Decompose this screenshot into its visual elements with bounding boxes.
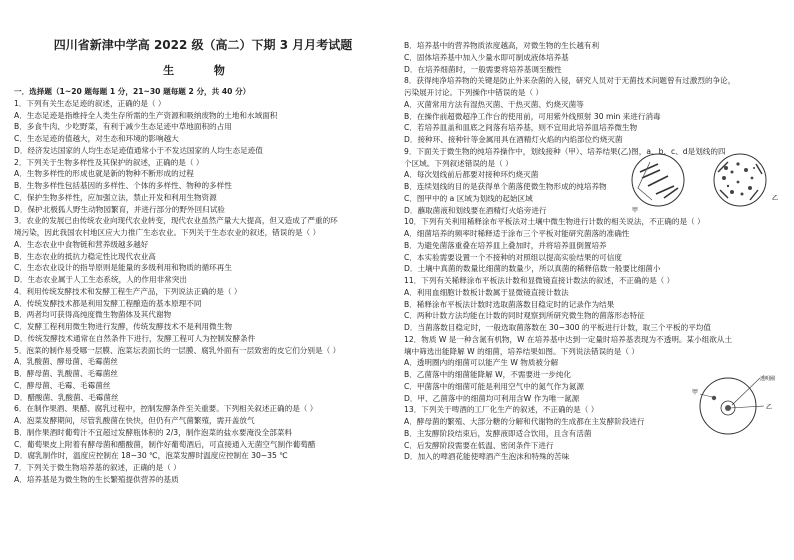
question-line: D．保护北极狐人野生动物园繁育，并进行部分的野外回归试验: [14, 204, 225, 214]
question-line: 6．在制作果酒、果醋、腐乳过程中，控制发酵条件至关重要。下列相关叙述正确的是（ ）: [14, 404, 318, 414]
question-line: A．透明圈内的细菌可以能产生 W 物质被分解: [404, 358, 559, 368]
exam-title: 四川省新津中学高 2022 级（高二）下期 3 月月考试题: [53, 38, 353, 52]
fig12-label-a: 甲: [692, 389, 699, 396]
section-heading: 一．选择题（1~20 题每题 1 分，21~30 题每题 2 分，共 40 分）: [14, 87, 251, 96]
question-line: A．灭菌常用方法有湿热灭菌、干热灭菌、灼烧灭菌等: [404, 99, 584, 109]
question-line: C．保护生物多样性，应加强立法，禁止开发和利用生物资源: [14, 192, 217, 202]
question-line: C．本实验需要设置一个不接种的对照组以提高实验结果的可信度: [404, 252, 622, 262]
question-line: B．稀释涂布平板法计数时选取菌落数目稳定时的记录作为结果: [404, 299, 615, 309]
question-line: A．生态农业中食物链和营养级越多越好: [14, 239, 149, 249]
question-line: B．生物多样性包括基因的多样性、个体的多样性、物种的多样性: [14, 181, 232, 190]
question-line: A．生物多样性的形成也就是新的物种不断形成的过程: [14, 169, 194, 179]
question-line: A．传统发酵技术都是利用发酵工程酿造的基本原理不同: [14, 298, 202, 308]
question-line: A．培养基是为微生物的生长繁殖提供营养的基质: [14, 474, 179, 484]
question-line: B．连续划线的目的是获得单个菌落使微生物形成的纯培养物: [404, 182, 607, 191]
question-line: D．传统发酵技术通常在自然条件下进行，发酵工程可人为控制发酵条件: [14, 333, 256, 343]
left-column: [14, 86, 392, 486]
question-line: B．生态农业的抵抗力稳定性比现代农业高: [14, 251, 156, 261]
question-line: C．若培养皿盖和皿底之间落有培养基，则不宜用此培养皿培养微生物: [404, 123, 638, 133]
question-line: D．甲、乙菌落中的细菌均可利用含W 作为唯一氮源: [404, 393, 580, 403]
question-line: 11．下列有关稀释涂布平板法计数和显微镜直接计数法的叙述，不正确的是（ ）: [404, 276, 675, 285]
question-line: 2．下列关于生物多样性及其保护的叙述，正确的是（ ）: [14, 157, 204, 167]
fig12-label-transparent-zone: 透明圈: [760, 376, 776, 382]
question-line: C．固体培养基中加入少量水即可制成液体培养基: [404, 52, 569, 62]
question-line: D．当菌落数目稳定时，一般选取菌落数在 30~300 的平板进行计数，取三个平板的平均值: [404, 323, 711, 332]
question-line: 1．下列有关生态足迹的叙述，正确的是（ ）: [14, 98, 166, 108]
question-line: D．土壤中真菌的数量比细菌的数量少，所以真菌的稀释倍数一般要比细菌小: [404, 264, 661, 274]
question-line: 8．获得纯净培养物的关键是防止外来杂菌的入侵，研究人员对于无菌技术问题曾有过激烈的争论，: [404, 76, 736, 86]
question-line: A．生态足迹是指维持全人类生存所需的生产资源和吸纳废物的土地和水域面积: [14, 110, 278, 120]
question-line: B．在操作前超微超净工作台的使用前，可用紫外线照射 30 min 来进行消毒: [404, 111, 661, 121]
question-line: A．泡菜发酵期间，尽管乳酸菌在快快，但仍有产气菌繁殖，需开盖放气: [14, 416, 255, 425]
question-line: D．生态农业属于人工生态系统，人的作用非常突出: [14, 275, 187, 284]
exam-subject: 生 物: [163, 64, 243, 77]
question-line: A．乳酸菌、酵母菌、毛霉菌丝: [14, 357, 118, 367]
question-line: 7．下列关于微生物培养基的叙述，正确的是（ ）: [14, 463, 181, 472]
streak-plate-figure: [628, 150, 788, 214]
question-line: D．醋酸菌、乳酸菌、毛霉菌丝: [14, 392, 119, 402]
question-line: 3．农业的发展已由传统农业向现代农业转变，现代农业虽然产量大大提高，但又造成了严重的环: [14, 216, 338, 226]
question-line: D．蘸取菌液和划线要在酒精灯火焰旁进行: [404, 205, 547, 215]
question-line: 壤中筛选出能降解 W 的细菌，培养结果如图。下列说法错误的是（ ）: [404, 346, 639, 356]
question-line: A．利用血细胞计数板计数属于显微镜直接计数法: [404, 287, 569, 297]
question-line: 5．泡菜的制作易受哪一层膜、泡菜坛表面长的一层膜、腐乳外面有一层致密的皮它们分别是（ ）: [14, 345, 341, 355]
question-line: C．后发酵阶段需要在低温、密闭条件下进行: [404, 440, 554, 450]
question-line: D．腐乳制作时，温度应控制在 18~30 ℃，泡菜发酵时温度应控制在 30~35 ℃: [14, 451, 288, 461]
fig9-label-left: 甲: [632, 207, 639, 214]
question-line: D．在培养细菌时，一般需要将培养基调至酸性: [404, 64, 562, 74]
question-line: 个区域。下列叙述错误的是（ ）: [404, 158, 513, 168]
question-line: B．两者均可获得高纯度微生物菌体及其代谢物: [14, 310, 172, 320]
question-line: 污染展开讨论。下列操作中错误的是（ ）: [404, 88, 544, 97]
question-line: B．主发酵阶段结束后，发酵液即适合饮用，且含有活菌: [404, 428, 592, 438]
question-line: C．图甲中的 a 区域为划线的起始区域: [404, 193, 533, 203]
question-line: D．经济发达国家的人均生态足迹值通常小于不发达国家的人均生态足迹值: [14, 145, 263, 155]
left-question-lines: [14, 98, 392, 486]
question-line: B．酵母菌、乳酸菌、毛霉菌丝: [14, 369, 118, 378]
question-line: D．加入的啤酒花能使啤酒产生泡沫和特殊的苦味: [404, 452, 570, 462]
question-line: 13．下列关于啤酒的工厂化生产的叙述，不正确的是（ ）: [404, 405, 599, 415]
question-line: C．葡萄果皮上附着有酵母菌和醋酸菌，制作好葡萄酒后，可直接通入无菌空气制作葡萄醋: [14, 439, 316, 449]
fig9-label-right: 乙: [772, 195, 779, 202]
question-line: B．多食牛肉、少吃野菜，有利于减少生态足迹中草地面积的占用: [14, 122, 232, 132]
question-line: A．每次划线前后都要对接种环灼烧灭菌: [404, 170, 539, 180]
question-line: C．生态农业设计的指导原则是能量的多级利用和物质的循环再生: [14, 263, 232, 273]
question-line: 12．物质 W 是一种含氮有机物，W 在培养基中达到一定量时培养基表现为不透明。某小组欲从土: [404, 334, 733, 344]
question-line: D．接种环、接种针等金属用具在酒精灯火焰的内焰部位灼烧灭菌: [404, 135, 623, 144]
question-line: B．乙菌落中的细菌能降解 W，不需要进一步纯化: [404, 370, 572, 379]
question-line: C．两种计数方法均能在计数的同时观察到所研究微生物的菌落形态特征: [404, 311, 645, 321]
fig12-label-b: 乙: [766, 404, 773, 411]
transparent-zone-figure: [690, 372, 790, 438]
question-line: C．甲菌落中的细菌可能是利用空气中的氮气作为氮源: [404, 381, 584, 391]
question-line: 境污染，因此我国农村地区应大力推广生态农业。下列关于生态农业的叙述，错误的是（ ）: [14, 228, 321, 237]
question-line: 10．下列有关利用稀释涂布平板法对土壤中微生物进行计数的相关说法，不正确的是（ ）: [404, 217, 705, 227]
question-line: B．培养基中的营养物质浓度越高，对微生物的生长越有利: [404, 41, 600, 50]
question-line: 9．下面关于微生物的纯培养操作中，划线接种（甲）、培养结果(乙)图，a、b、c、d是划线的四: [404, 146, 726, 156]
question-line: A．酵母菌的繁殖、大部分糖的分解和代谢物的生成都在主发酵阶段进行: [404, 417, 645, 426]
question-line: C．生态足迹的值越大，对生态和环境的影响越大: [14, 134, 179, 143]
question-line: B．制作果酒时葡萄汁不宜超过发酵瓶体积的 2/3，制作泡菜的盐水要淹没全部菜料: [14, 427, 293, 437]
question-line: 4．利用传统发酵技术和发酵工程生产产品，下列说法正确的是（ ）: [14, 286, 242, 296]
question-line: C．发酵工程利用微生物进行发酵，传统发酵技术不是利用微生物: [14, 322, 232, 331]
question-line: A．细菌培养的频率时稀释适于涂布三个平板对能研究菌落的准确性: [404, 229, 630, 238]
question-line: C．酵母菌、毛霉、毛霉菌丝: [14, 380, 111, 390]
question-line: B．为避免菌落重叠在培养皿上叠加时，并将培养皿倒置培养: [404, 240, 607, 250]
